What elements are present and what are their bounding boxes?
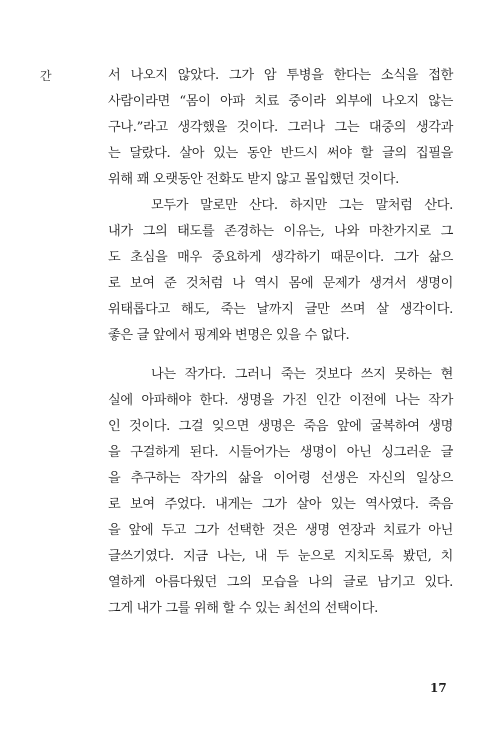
text-line: 구나.”라고 생각했을 것이다. 그러나 그는 대중의 생각과: [108, 120, 453, 135]
text-line: 위해 꽤 오랫동안 전화도 받지 않고 몰입했던 것이다.: [108, 172, 399, 187]
text-line: 는 달랐다. 살아 있는 동안 반드시 써야 할 글의 집필을: [108, 146, 453, 161]
text-line: 열하게 아름다웠던 그의 모습을 나의 글로 남기고 있다.: [108, 575, 453, 590]
text-line: 좋은 글 앞에서 핑계와 변명은 있을 수 없다.: [108, 328, 350, 343]
text-line: 인 것이다. 그걸 잊으면 생명은 죽음 앞에 굴복하여 생명: [108, 419, 453, 434]
text-line: 을 구걸하게 된다. 시들어가는 생명이 아닌 싱그러운 글: [108, 445, 453, 460]
text-line: 그게 내가 그를 위해 할 수 있는 최선의 선택이다.: [108, 601, 378, 616]
text-line: 서 나오지 않았다. 그가 암 투병을 한다는 소식을 접한: [108, 68, 453, 83]
text-line: 을 앞에 두고 그가 선택한 것은 생명 연장과 치료가 아닌: [108, 523, 453, 538]
text-line: 을 추구하는 작가의 삶을 이어령 선생은 자신의 일상으: [108, 471, 453, 486]
text-line: 글쓰기였다. 지금 나는, 내 두 눈으로 지치도록 봤던, 치: [108, 549, 453, 564]
page-number: 17: [430, 681, 447, 695]
text-line: 내가 그의 태도를 존경하는 이유는, 나와 마찬가지로 그: [108, 224, 453, 239]
text-line: 사람이라면 “몸이 아파 치료 중이라 외부에 나오지 않는: [108, 94, 453, 109]
text-line: 도 초심을 매우 중요하게 생각하기 때문이다. 그가 삶으: [108, 250, 453, 265]
text-line: 실에 아파해야 한다. 생명을 가진 인간 이전에 나는 작가: [108, 393, 453, 408]
text-line: 로 보여 준 것처럼 나 역시 몸에 문제가 생겨서 생명이: [108, 276, 453, 291]
text-line: 로 보여 주었다. 내게는 그가 살아 있는 역사였다. 죽음: [108, 497, 453, 512]
text-line: 모두가 말로만 산다. 하지만 그는 말처럼 산다.: [151, 198, 453, 213]
text-line: 위태롭다고 해도, 죽는 날까지 글만 쓰며 살 생각이다.: [108, 302, 453, 317]
running-header-mark: 간: [40, 69, 52, 83]
text-line: 나는 작가다. 그러니 죽는 것보다 쓰지 못하는 현: [151, 367, 453, 382]
